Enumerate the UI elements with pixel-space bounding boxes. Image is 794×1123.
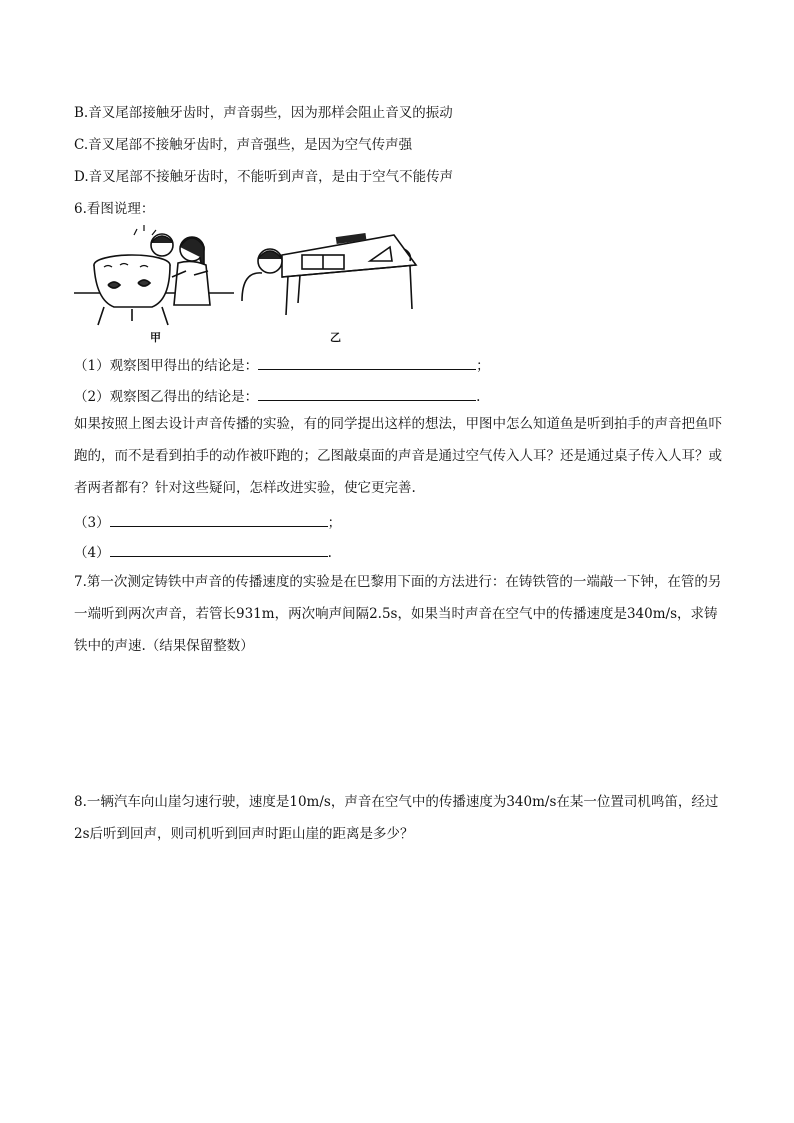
sub2-answer-blank[interactable] [258, 385, 476, 401]
option-c: C.音叉尾部不接触牙齿时，声音强些，是因为空气传声强 [74, 137, 413, 153]
illustration-image [74, 225, 424, 345]
figure-b-caption: 乙 [330, 331, 341, 344]
question-6-sub2 [74, 385, 480, 407]
sub1-label: （1）观察图甲得出的结论是： [74, 358, 259, 374]
sub4-end: . [327, 545, 332, 561]
figure-b-drawing [242, 233, 416, 315]
sub3-end: ； [327, 515, 342, 531]
sub4-label: （4） [74, 545, 110, 561]
question-6-sub3 [74, 511, 341, 533]
sub1-end: ； [476, 358, 490, 374]
sub1-answer-blank[interactable] [258, 354, 476, 370]
question-6-figure [74, 225, 424, 345]
sub2-end: . [476, 389, 481, 405]
sub3-label: （3） [74, 515, 110, 531]
question-6-paragraph: 如果按照上图去设计声音传播的实验，有的同学提出这样的想法，甲图中怎么知道鱼是听到拍手的声音把鱼吓跑的，而不是看到拍手的动作被吓跑的；乙图敲桌面的声音是通过空气传入人耳？还是通过桌子传入人耳？或者两者都有？针对这些疑问，怎样改进实验，使它更完善. [74, 416, 722, 496]
question-8-text: 8.一辆汽车向山崖匀速行驶，速度是10m/s，声音在空气中的传播速度为340m/s在某一位置司机鸣笛，经过2s后听到回声，则司机听到回声时距山崖的距离是多少？ [74, 794, 719, 842]
figure-a-caption: 甲 [150, 331, 161, 344]
sub3-answer-blank[interactable] [110, 511, 328, 527]
question-6-sub4 [74, 541, 332, 563]
figure-a-drawing [74, 225, 234, 325]
option-b: B.音叉尾部接触牙齿时，声音弱些，因为那样会阻止音叉的振动 [74, 105, 453, 121]
sub2-label: （2）观察图乙得出的结论是： [74, 389, 259, 405]
sub4-answer-blank[interactable] [110, 541, 328, 557]
question-7-text: 7.第一次测定铸铁中声音的传播速度的实验是在巴黎用下面的方法进行：在铸铁管的一端敲一下钟，在管的另一端听到两次声音，若管长931m，两次响声间隔2.5s，如果当时声音在空气中的传播速度是340m/s，求铸铁中的声速.（结果保留整数） [74, 574, 722, 654]
option-d: D.音叉尾部不接触牙齿时，不能听到声音，是由于空气不能传声 [74, 169, 454, 185]
question-6-title: 6.看图说理： [74, 201, 155, 217]
question-6-sub1 [74, 354, 490, 376]
